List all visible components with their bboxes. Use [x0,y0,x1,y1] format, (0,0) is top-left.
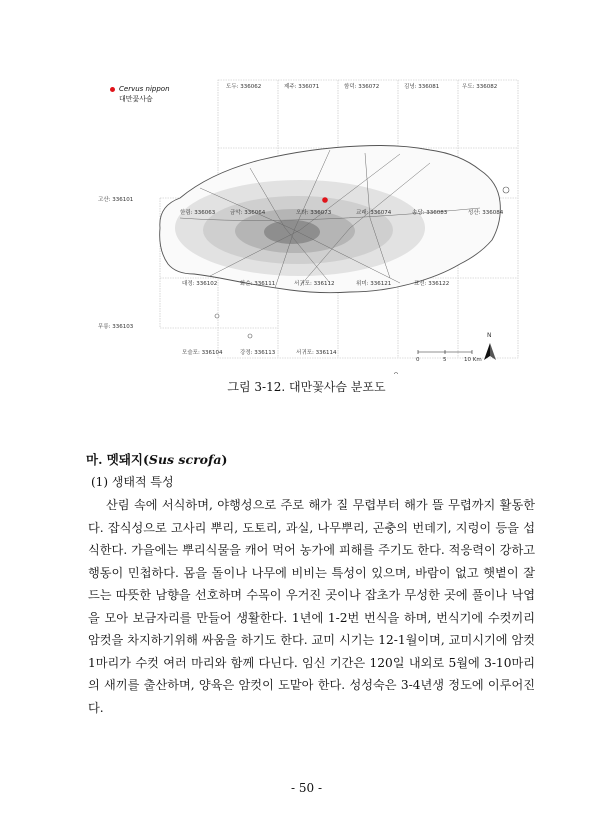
grid-label: 도두: 336062 [226,84,262,90]
grid-label: 오라: 336073 [296,210,332,216]
grid-label: 강정: 336113 [240,350,276,356]
body-paragraph: 산림 속에 서식하며, 야행성으로 주로 해가 질 무렵부터 해가 뜰 무렵까지 활동한다. 잡식성으로 고사리 뿌리, 도토리, 과실, 나무뿌리, 곤충의 번데기, 지렁이 등을 섭식한다. 가을에는 뿌리식물을 캐어 먹어 농가에 피해를 주기도 한다. 적응력이 강하고 행동이 민첩하다. 몸을 돌이나 나무에 비비는 특성이 있으며, 바람이 없고 햇볕이 잘 드는 따뜻한 남향을 선호하며 수목이 우거진 곳이나 잡초가 무성한 곳에 풀이나 낙엽을 모아 보금자리를 만들어 생활한다. 1년에 1-2번 번식을 하며, 번식기에 수컷끼리 암컷을 차지하기위해 싸움을 하기도 한다. 교미 시기는 12-1월이며, 교미시기에 암컷 1마리가 수컷 여러 마리와 함께 다닌다. 임신 기간은 120일 내외로 5월에 3-10마리의 새끼를 출산하며, 양육은 암컷이 도맡아 한다. 성성숙은 3-4년생 정도에 이루어진다. [88,498,535,715]
occurrence-point [322,197,328,203]
grid-label: 모슬포: 336104 [182,350,223,356]
scale-label: 5 [443,357,447,363]
legend-korean-name: 대만꽃사슴 [119,95,153,103]
grid-label: 우도: 336082 [462,84,498,90]
distribution-map [100,78,520,374]
scale-label: 10 Km [464,357,482,363]
north-arrow [484,343,490,360]
map-legend [110,84,170,104]
grid-label: 표선: 336122 [414,281,450,287]
legend-latin-name: Cervus nippon [119,85,170,93]
subsection-heading: (1) 생태적 특성 [91,475,174,489]
section-heading: 마. 멧돼지(Sus scrofa) [86,452,228,467]
grid-label: 김녕: 336081 [404,84,440,90]
grid-label: 제주: 336071 [284,84,320,90]
grid-label: 금악: 336064 [230,210,266,216]
grid-label: 무릉: 336103 [98,324,134,330]
page-number: - 50 - [290,781,322,795]
figure-caption: 그림 3-12. 대만꽃사슴 분포도 [227,380,386,394]
grid-label: 서귀포: 336114 [296,350,337,356]
grid-label: 고산: 336101 [98,197,134,203]
north-label: N [487,332,492,339]
jeju-map-graphic [100,78,520,374]
grid-label: 함덕: 336072 [344,84,380,90]
grid-label: 서귀포: 336112 [294,281,335,287]
grid-label: 송당: 336083 [412,210,448,216]
grid-label: 교래: 336074 [356,210,392,216]
grid-label: 화순: 336111 [240,281,276,287]
grid-label: 한림: 336063 [180,210,216,216]
scale-label: 0 [416,357,420,363]
grid-label: 위미: 336121 [356,281,392,287]
grid-label: 성산: 336084 [468,210,504,216]
red-dot-icon [110,87,115,92]
grid-label: 대정: 336102 [182,281,218,287]
